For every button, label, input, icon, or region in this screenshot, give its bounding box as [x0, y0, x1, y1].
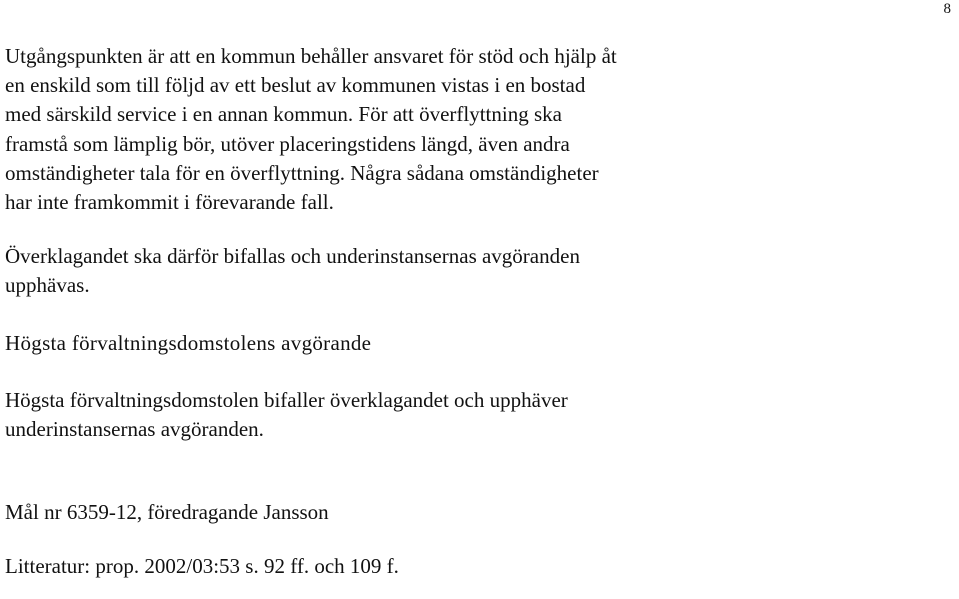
- literature-reference: Litteratur: prop. 2002/03:53 s. 92 ff. och 109 f.: [5, 554, 399, 579]
- text-line: upphävas.: [5, 273, 90, 298]
- ruling-paragraph: [5, 386, 945, 444]
- page-number: 8: [943, 1, 951, 17]
- text-line: Överklagandet ska därför bifallas och underinstansernas avgöranden: [5, 244, 580, 269]
- case-reference: Mål nr 6359-12, föredragande Jansson: [5, 500, 329, 525]
- text-line: framstå som lämplig bör, utöver placeringstidens längd, även andra: [5, 131, 570, 156]
- text-line: med särskild service i en annan kommun. För att överflyttning ska: [5, 102, 562, 127]
- text-line: Högsta förvaltningsdomstolen bifaller överklagandet och upphäver: [5, 387, 568, 412]
- text-line: har inte framkommit i förevarande fall.: [5, 190, 334, 215]
- text-line: Utgångspunkten är att en kommun behåller ansvaret för stöd och hjälp åt: [5, 44, 617, 68]
- text-line: underinstansernas avgöranden.: [5, 417, 264, 442]
- text-line: omständigheter tala för en överflyttning. Några sådana omständigheter: [5, 160, 599, 185]
- conclusion-paragraph: [5, 242, 945, 300]
- section-heading: Högsta förvaltningsdomstolens avgörande: [5, 330, 372, 355]
- reasoning-paragraph: [5, 42, 945, 217]
- text-line: en enskild som till följd av ett beslut av kommunen vistas i en bostad: [5, 73, 586, 98]
- document-body: [5, 42, 945, 582]
